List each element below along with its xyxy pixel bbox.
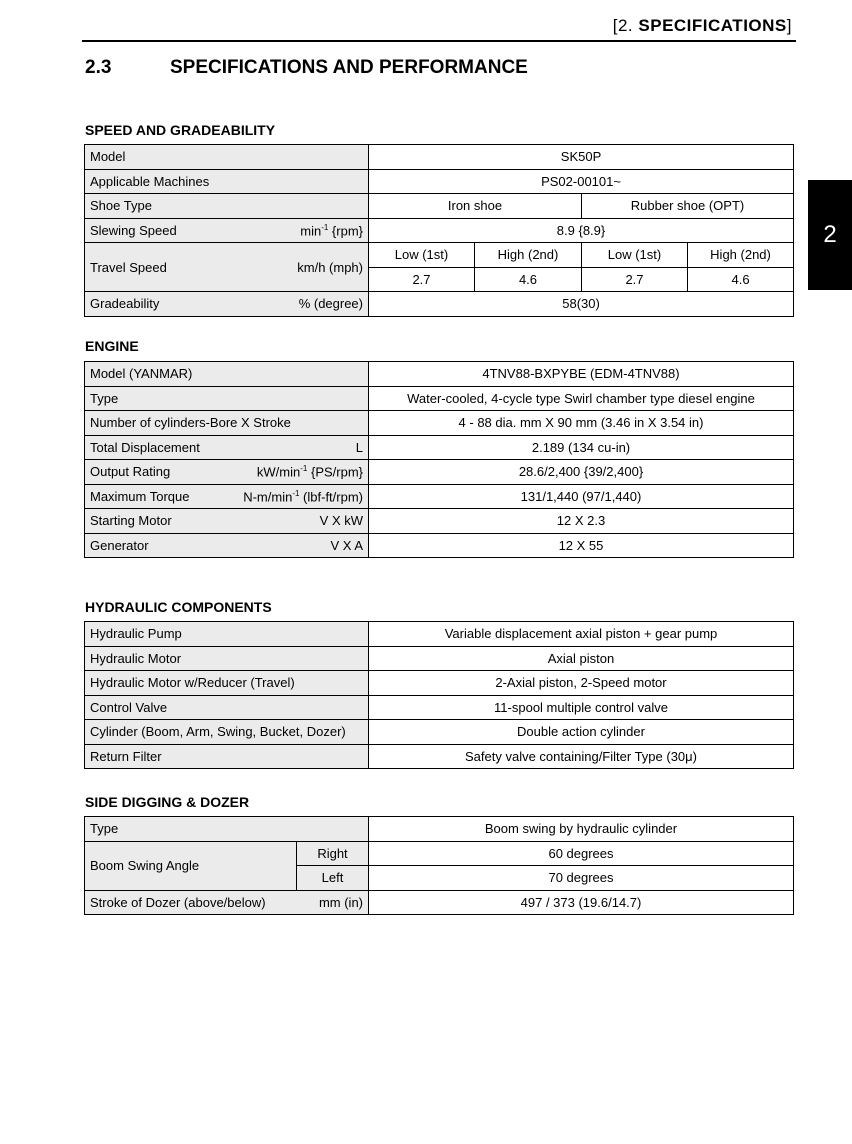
chapter-title: SPECIFICATIONS — [638, 16, 787, 35]
chapter-tab: 2 — [808, 180, 852, 290]
hydraulic-motor-label: Hydraulic Motor — [85, 646, 369, 671]
iron-shoe: Iron shoe — [369, 194, 582, 219]
output-rating-unit: $kW/\min^{-1}$ {PS/rpm} — [256, 464, 363, 480]
slewing-speed-label: Slewing Speed $\min^{-1} \{rpm\}$ — [85, 218, 369, 243]
travel-value-low-rubber: 2.7 — [582, 267, 688, 292]
table-row — [85, 484, 794, 509]
swing-left-label: Left — [297, 866, 369, 891]
generator-label: Generator V X A — [85, 533, 369, 558]
hydraulic-section-title: HYDRAULIC COMPONENTS — [85, 599, 272, 615]
cylinders-value: 4 - 88 dia. mm X 90 mm (3.46 in X 3.54 in) — [369, 411, 794, 436]
section-title — [85, 57, 528, 79]
table-row — [85, 533, 794, 558]
section-heading: SPECIFICATIONS AND PERFORMANCE — [170, 57, 528, 78]
table-row — [85, 435, 794, 460]
max-torque-label: Maximum Torque $N-m/\min^{-1}$ (lbf-ft/rpm) — [85, 484, 369, 509]
travel-value-high-rubber: 4.6 — [688, 267, 794, 292]
hydraulic-pump-label: Hydraulic Pump — [85, 622, 369, 647]
displacement-label: Total Displacement L — [85, 435, 369, 460]
table-row — [85, 194, 794, 219]
dozer-stroke-label: Stroke of Dozer (above/below) mm (in) — [85, 890, 369, 915]
table-row — [85, 817, 794, 842]
side-type-label: Type — [85, 817, 369, 842]
starting-motor-value: 12 X 2.3 — [369, 509, 794, 534]
swing-right-label: Right — [297, 841, 369, 866]
swing-right-value: 60 degrees — [369, 841, 794, 866]
slewing-unit: $\min^{-1} \{rpm\}$ — [300, 222, 363, 238]
travel-motor-label: Hydraulic Motor w/Reducer (Travel) — [85, 671, 369, 696]
speed-section-title: SPEED AND GRADEABILITY — [85, 122, 276, 138]
hydraulic-pump-value: Variable displacement axial piston + gear pump — [369, 622, 794, 647]
displacement-value: 2.189 (134 cu-in) — [369, 435, 794, 460]
slewing-speed-value: 8.9 {8.9} — [369, 218, 794, 243]
table-row — [85, 362, 794, 387]
chapter-bracket-open: [2. — [612, 16, 634, 35]
rubber-shoe: Rubber shoe (OPT) — [582, 194, 794, 219]
cylinder-value: Double action cylinder — [369, 720, 794, 745]
table-row — [85, 890, 794, 915]
table-row — [85, 145, 794, 170]
side-table — [84, 816, 794, 915]
output-rating-value: 28.6/2,400 {39/2,400} — [369, 460, 794, 485]
engine-type-label: Type — [85, 386, 369, 411]
chapter-bracket-close: ] — [786, 16, 792, 35]
table-row — [85, 744, 794, 769]
table-row — [85, 509, 794, 534]
engine-section-title: ENGINE — [85, 338, 139, 354]
hydraulic-motor-value: Axial piston — [369, 646, 794, 671]
starting-motor-label: Starting Motor V X kW — [85, 509, 369, 534]
model-value: SK50P — [369, 145, 794, 170]
table-row — [85, 671, 794, 696]
travel-value-high-iron: 4.6 — [475, 267, 582, 292]
return-filter-value: Safety valve containing/Filter Type (30μ) — [369, 744, 794, 769]
travel-value-low-iron: 2.7 — [369, 267, 475, 292]
table-row — [85, 460, 794, 485]
table-row — [85, 622, 794, 647]
control-valve-value: 11-spool multiple control valve — [369, 695, 794, 720]
table-row — [85, 386, 794, 411]
model-label: Model — [85, 145, 369, 170]
table-row — [85, 720, 794, 745]
travel-head-high-rubber: High (2nd) — [688, 243, 794, 268]
table-row — [85, 841, 794, 866]
chapter-header — [613, 16, 792, 36]
table-row — [85, 243, 794, 268]
table-row — [85, 646, 794, 671]
header-rule — [82, 40, 796, 42]
engine-table — [84, 361, 794, 558]
table-row — [85, 169, 794, 194]
output-rating-label: Output Rating $kW/\min^{-1}$ {PS/rpm} — [85, 460, 369, 485]
table-row — [85, 292, 794, 317]
generator-value: 12 X 55 — [369, 533, 794, 558]
table-row — [85, 695, 794, 720]
max-torque-value: 131/1,440 (97/1,440) — [369, 484, 794, 509]
boom-swing-label: Boom Swing Angle — [85, 841, 297, 890]
machines-value: PS02-00101~ — [369, 169, 794, 194]
max-torque-unit: $N-m/\min^{-1}$ (lbf-ft/rpm) — [243, 488, 363, 504]
table-row — [85, 411, 794, 436]
cylinders-label: Number of cylinders-Bore X Stroke — [85, 411, 369, 436]
speed-table — [84, 144, 794, 317]
side-type-value: Boom swing by hydraulic cylinder — [369, 817, 794, 842]
swing-left-value: 70 degrees — [369, 866, 794, 891]
engine-model-value: 4TNV88-BXPYBE (EDM-4TNV88) — [369, 362, 794, 387]
travel-head-high-iron: High (2nd) — [475, 243, 582, 268]
side-section-title: SIDE DIGGING & DOZER — [85, 794, 250, 810]
cylinder-label: Cylinder (Boom, Arm, Swing, Bucket, Dozer) — [85, 720, 369, 745]
travel-head-low-iron: Low (1st) — [369, 243, 475, 268]
gradeability-value: 58(30) — [369, 292, 794, 317]
dozer-stroke-value: 497 / 373 (19.6/14.7) — [369, 890, 794, 915]
travel-motor-value: 2-Axial piston, 2-Speed motor — [369, 671, 794, 696]
travel-speed-label: Travel Speed km/h (mph) — [85, 243, 369, 292]
shoe-type-label: Shoe Type — [85, 194, 369, 219]
travel-head-low-rubber: Low (1st) — [582, 243, 688, 268]
return-filter-label: Return Filter — [85, 744, 369, 769]
engine-type-value: Water-cooled, 4-cycle type Swirl chamber type diesel engine — [369, 386, 794, 411]
table-row — [85, 218, 794, 243]
control-valve-label: Control Valve — [85, 695, 369, 720]
section-number: 2.3 — [85, 57, 112, 78]
hydraulic-table — [84, 621, 794, 769]
engine-model-label: Model (YANMAR) — [85, 362, 369, 387]
gradeability-label: Gradeability % (degree) — [85, 292, 369, 317]
machines-label: Applicable Machines — [85, 169, 369, 194]
